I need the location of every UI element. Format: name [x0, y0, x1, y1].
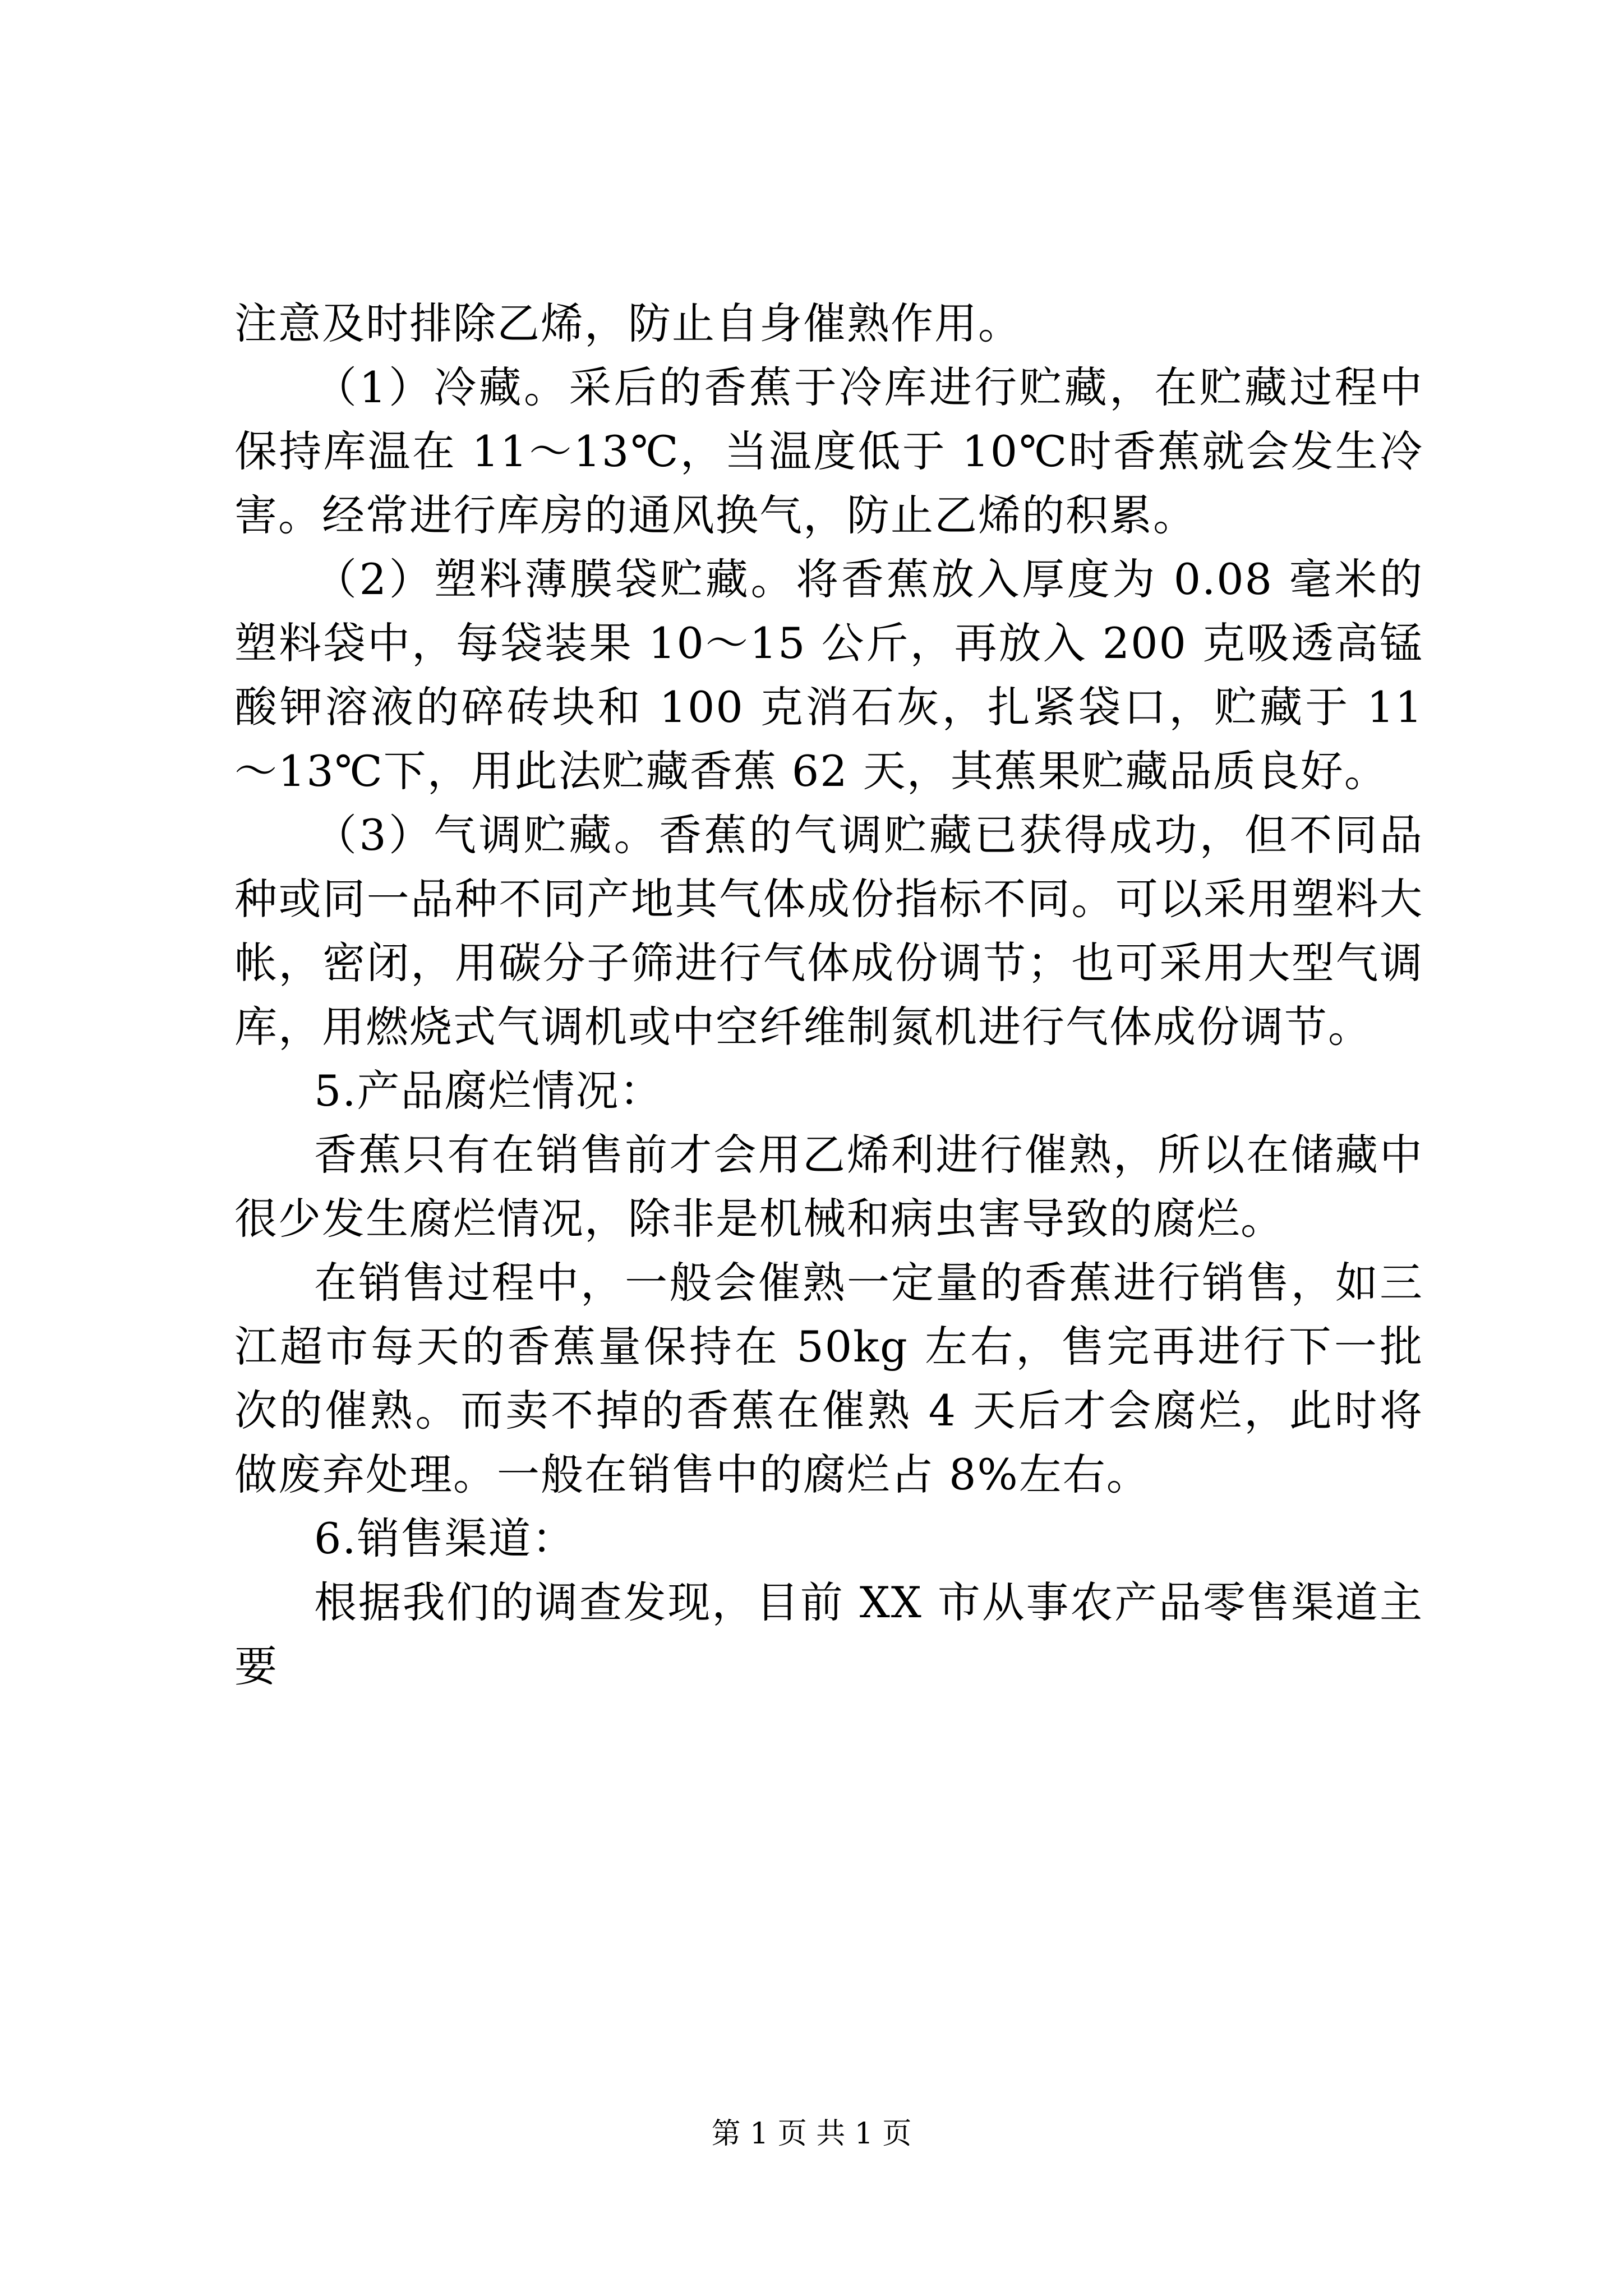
section-heading-spoilage: 5.产品腐烂情况： — [314, 1066, 663, 1116]
paragraph-controlled-atmosphere: （3）气调贮藏。香蕉的气调贮藏已获得成功，但不同品种或同一品种不同产地其气体成份指标不同。可以采用塑料大帐，密闭，用碳分子筛进行气体成份调节；也可采用大型气调库，用燃烧式气调机或中空纤维制氮机进行气体成份调节。 — [234, 810, 1423, 1052]
section-heading-sales-channels: 6.销售渠道： — [314, 1513, 576, 1563]
paragraph-spoilage-sales: 在销售过程中，一般会催熟一定量的香蕉进行销售，如三江超市每天的香蕉量保持在 50kg 左右，售完再进行下一批次的催熟。而卖不掉的香蕉在催熟 4 天后才会腐烂，此时将做废弃处理。一般在销售中的腐烂占 8%左右。 — [234, 1258, 1423, 1499]
paragraph-spoilage-storage: 香蕉只有在销售前才会用乙烯利进行催熟，所以在储藏中很少发生腐烂情况，除非是机械和病虫害导致的腐烂。 — [234, 1130, 1423, 1244]
document-body — [234, 292, 1423, 1699]
paragraph-cold-storage: （1）冷藏。采后的香蕉于冷库进行贮藏，在贮藏过程中保持库温在 11～13℃，当温度低于 10℃时香蕉就会发生冷害。经常进行库房的通风换气，防止乙烯的积累。 — [234, 362, 1423, 540]
paragraph-plastic-bag-storage: （2）塑料薄膜袋贮藏。将香蕉放入厚度为 0.08 毫米的塑料袋中，每袋装果 10～15 公斤，再放入 200 克吸透高锰酸钾溶液的碎砖块和 100 克消石灰，扎紧袋口，贮藏于 11～13℃下，用此法贮藏香蕉 62 天，其蕉果贮藏品质良好。 — [234, 554, 1423, 796]
page-footer: 第 1 页 共 1 页 — [711, 2117, 912, 2151]
paragraph-sales-channels: 根据我们的调查发现，目前 XX 市从事农产品零售渠道主要 — [234, 1577, 1423, 1691]
paragraph-ethylene-note: 注意及时排除乙烯，防止自身催熟作用。 — [234, 298, 1022, 348]
